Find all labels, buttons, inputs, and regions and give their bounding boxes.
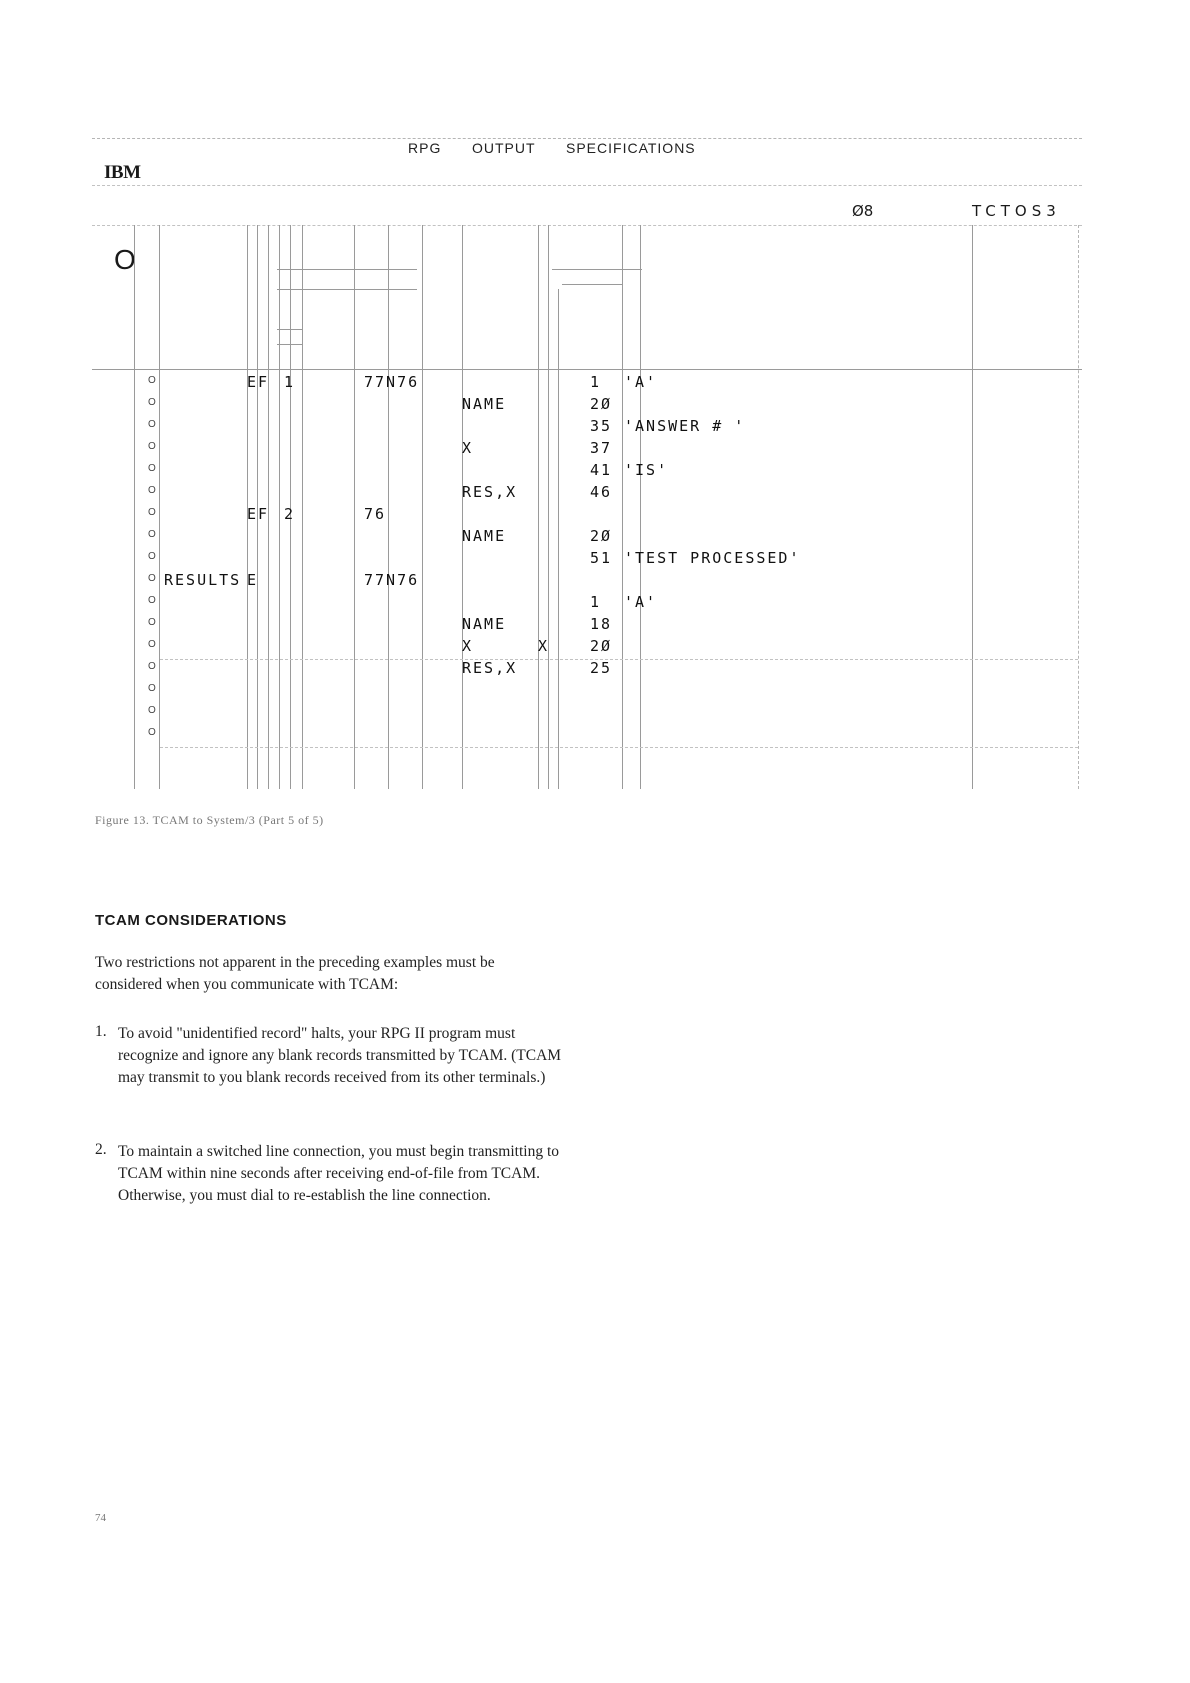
form-line xyxy=(92,417,1082,439)
line-type-marker: O xyxy=(148,573,156,584)
list-item-text: To avoid "unidentified record" halts, your RPG II program must recognize and ignore any blank records transmitted by TCAM. (TCAM may transmit to you blank records received from its other terminals.) xyxy=(118,1025,562,1086)
form-line xyxy=(92,637,1082,659)
header-divider xyxy=(92,225,1082,226)
header-box-line xyxy=(562,284,622,285)
field-name-entry: NAME xyxy=(462,615,507,633)
field-name-entry: NAME xyxy=(462,527,507,545)
output-indicators-entry: 77N76 xyxy=(364,571,420,589)
form-line xyxy=(92,703,1082,725)
output-indicators-entry: 76 xyxy=(364,505,387,523)
space-skip-entry: 2 xyxy=(284,505,296,523)
line-type-marker: O xyxy=(148,485,156,496)
constant-entry: 'A' xyxy=(624,373,658,391)
line-type-marker: O xyxy=(148,551,156,562)
line-type-marker: O xyxy=(148,639,156,650)
form-line xyxy=(92,549,1082,571)
field-name-entry: X xyxy=(462,439,474,457)
end-position-entry: 2Ø xyxy=(590,527,613,545)
line-type-marker: O xyxy=(148,683,156,694)
end-position-entry: 2Ø xyxy=(590,637,613,655)
header-box-line xyxy=(277,289,417,290)
space-skip-entry: 1 xyxy=(284,373,296,391)
list-item-number: 1. xyxy=(95,1023,107,1040)
form-line xyxy=(92,439,1082,461)
end-position-entry: 2Ø xyxy=(590,395,613,413)
record-type-entry: EF xyxy=(247,505,270,523)
constant-entry: 'A' xyxy=(624,593,658,611)
line-type-marker: O xyxy=(148,507,156,518)
record-type-entry: E xyxy=(247,571,259,589)
form-type-letter: O xyxy=(114,244,136,275)
field-name-entry: RES,X xyxy=(462,659,518,677)
line-type-marker: O xyxy=(148,419,156,430)
rpg-output-specifications-form xyxy=(92,138,1082,789)
list-item-text: To maintain a switched line connection, you must begin transmitting to TCAM within nine seconds after receiving end-of-file from TCAM. Otherwise, you must dial to re-establish the line connection. xyxy=(118,1143,560,1204)
line-type-marker: O xyxy=(148,661,156,672)
line-type-marker: O xyxy=(148,705,156,716)
line-type-marker: O xyxy=(148,397,156,408)
end-position-entry: 51 xyxy=(590,549,613,567)
line-type-marker: O xyxy=(148,595,156,606)
line-type-marker: O xyxy=(148,375,156,386)
end-position-entry: 46 xyxy=(590,483,613,501)
field-name-entry: NAME xyxy=(462,395,507,413)
end-position-entry: 1 xyxy=(590,593,602,611)
form-line xyxy=(92,395,1082,417)
form-line xyxy=(92,461,1082,483)
row-guide xyxy=(160,659,1078,660)
end-position-entry: 41 xyxy=(590,461,613,479)
ibm-logo: IBM xyxy=(104,162,141,183)
form-line xyxy=(92,725,1082,747)
page-number-field: Ø8 xyxy=(852,202,874,220)
form-line xyxy=(92,571,1082,593)
line-type-marker: O xyxy=(148,463,156,474)
form-line xyxy=(92,593,1082,615)
section-heading: TCAM CONSIDERATIONS xyxy=(95,912,287,929)
form-line xyxy=(92,483,1082,505)
form-title-output: OUTPUT xyxy=(472,140,536,156)
end-position-entry: 18 xyxy=(590,615,613,633)
line-type-marker: O xyxy=(148,441,156,452)
line-type-marker: O xyxy=(148,617,156,628)
field-name-entry: RES,X xyxy=(462,483,518,501)
figure-caption: Figure 13. TCAM to System/3 (Part 5 of 5) xyxy=(95,813,324,827)
form-line xyxy=(92,659,1082,681)
end-position-entry: 1 xyxy=(590,373,602,391)
line-type-marker: O xyxy=(148,529,156,540)
header-divider xyxy=(92,185,1082,186)
output-indicators-entry: 77N76 xyxy=(364,373,420,391)
column-header-baseline xyxy=(92,369,1082,370)
form-line xyxy=(92,505,1082,527)
form-line xyxy=(92,527,1082,549)
form-line xyxy=(92,681,1082,703)
end-position-entry: 37 xyxy=(590,439,613,457)
filename-entry: RESULTS xyxy=(164,571,242,589)
header-box-line xyxy=(277,269,417,270)
end-position-entry: 35 xyxy=(590,417,613,435)
row-guide xyxy=(160,747,1078,748)
line-type-marker: O xyxy=(148,727,156,738)
end-position-entry: 25 xyxy=(590,659,613,677)
form-title-specifications: SPECIFICATIONS xyxy=(566,140,696,156)
form-line xyxy=(92,615,1082,637)
program-identification-field: TCTOS3 xyxy=(972,202,1061,220)
constant-entry: 'IS' xyxy=(624,461,669,479)
constant-entry: 'ANSWER # ' xyxy=(624,417,746,435)
list-item-number: 2. xyxy=(95,1141,107,1158)
form-line xyxy=(92,373,1082,395)
constant-entry: 'TEST PROCESSED' xyxy=(624,549,801,567)
page-number: 74 xyxy=(95,1512,106,1524)
header-box-line xyxy=(552,269,642,270)
record-type-entry: EF xyxy=(247,373,270,391)
intro-paragraph: Two restrictions not apparent in the preceding examples must be considered when you communicate with TCAM: xyxy=(95,954,495,993)
form-title-rpg: RPG xyxy=(408,140,442,156)
field-name-entry: X xyxy=(462,637,474,655)
blank-after-entry: X xyxy=(538,637,550,655)
